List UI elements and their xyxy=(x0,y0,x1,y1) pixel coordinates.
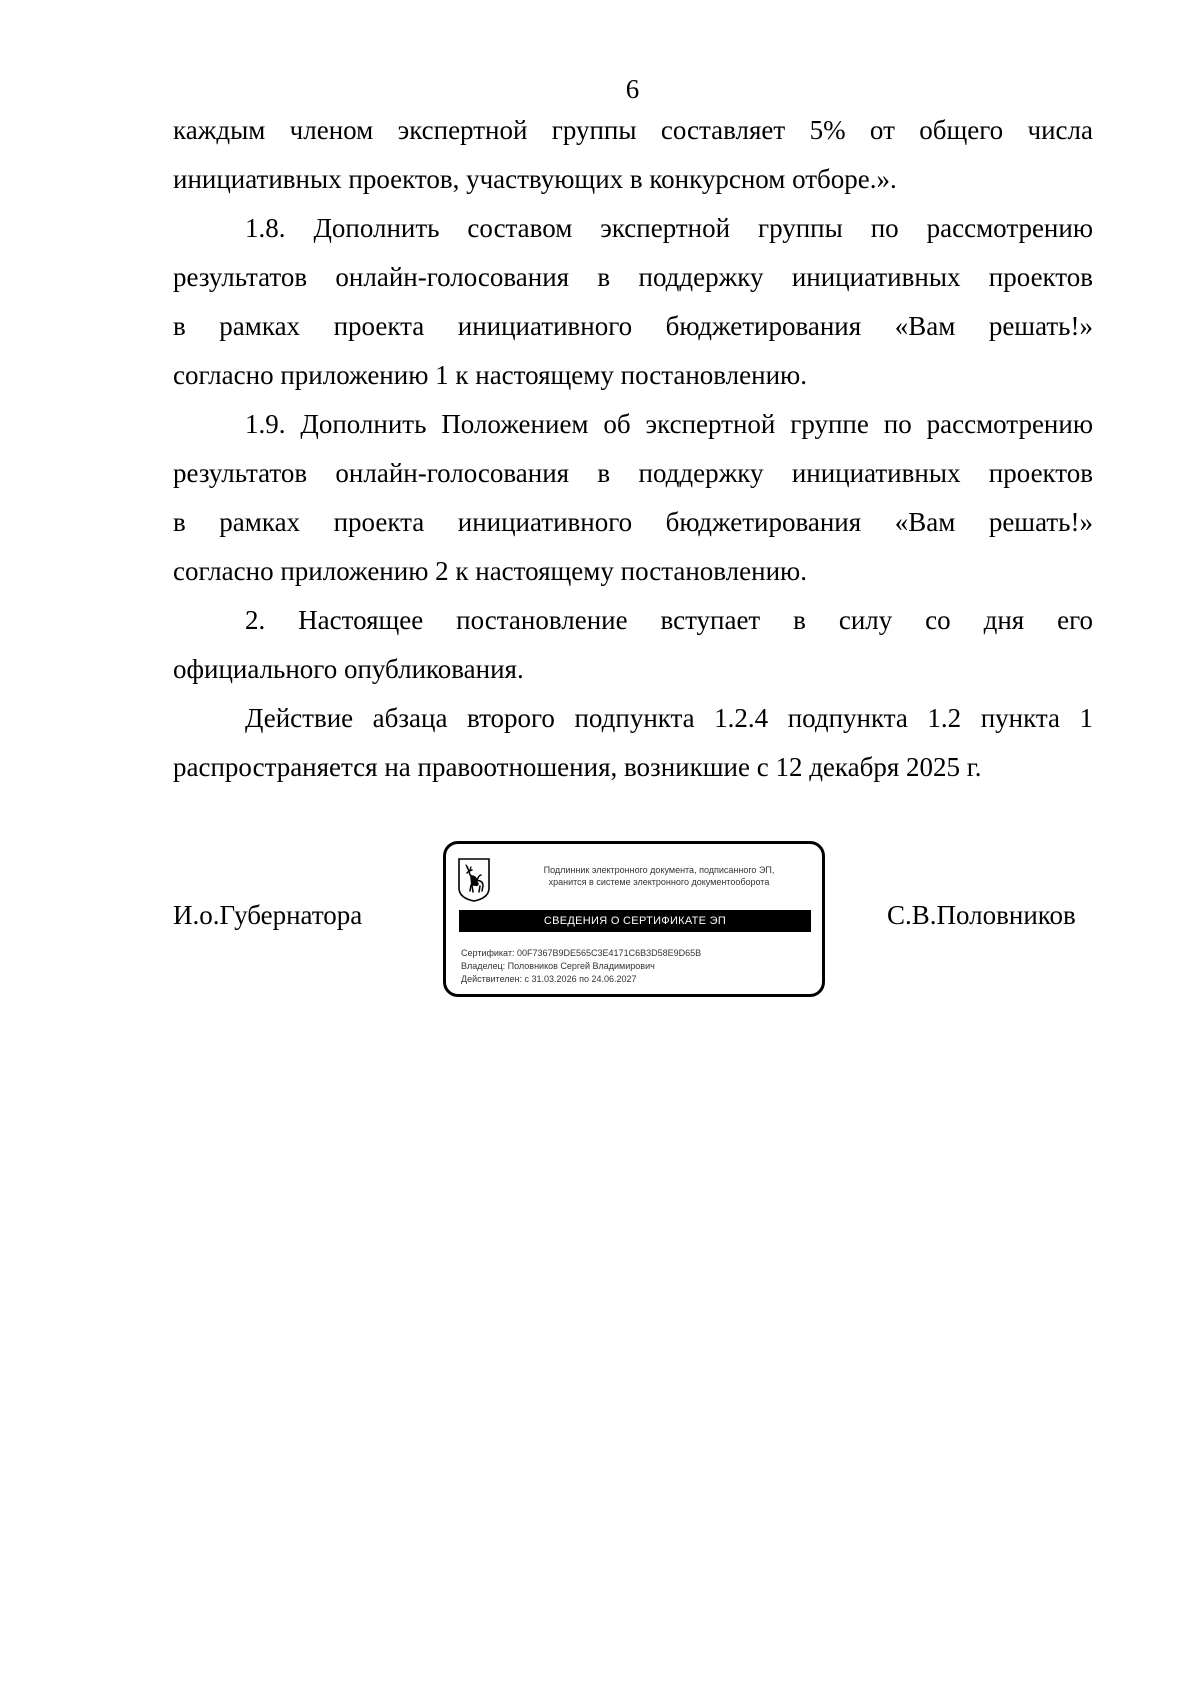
text-line: распространяется на правоотношения, возникшие с 12 декабря 2025 г. xyxy=(173,752,982,782)
text-line: инициативных проектов, участвующих в конкурсном отборе.». xyxy=(173,164,897,194)
electronic-signature-stamp xyxy=(443,841,825,997)
deer-coat-of-arms-icon xyxy=(458,858,490,902)
text-line: результатов онлайн-голосования в поддержку инициативных проектов xyxy=(173,262,1093,292)
page-number: 6 xyxy=(625,74,640,104)
text-line: 1.9. Дополнить Положением об экспертной группе по рассмотрению xyxy=(245,409,1093,439)
stamp-header: СВЕДЕНИЯ О СЕРТИФИКАТЕ ЭП xyxy=(459,910,811,932)
text-line: согласно приложению 1 к настоящему постановлению. xyxy=(173,360,807,390)
certificate-label: Сертификат: xyxy=(461,948,515,958)
owner-row xyxy=(461,960,701,973)
validity-label: Действителен: xyxy=(461,974,523,984)
owner-value: Половников Сергей Владимирович xyxy=(507,961,655,971)
text-line: 1.8. Дополнить составом экспертной группы по рассмотрению xyxy=(245,213,1093,243)
signatory-position: И.о.Губернатора xyxy=(173,900,363,930)
stamp-notice xyxy=(516,864,802,888)
certificate-row xyxy=(461,947,701,960)
certificate-value: 00F7367B9DE565C3E4171C6B3D58E9D65B xyxy=(516,948,702,958)
owner-label: Владелец: xyxy=(461,961,506,971)
paragraph-item-1-8 xyxy=(173,204,1093,400)
stamp-details xyxy=(461,947,701,986)
stamp-notice-line: хранится в системе электронного документооборота xyxy=(548,877,770,887)
text-line: официального опубликования. xyxy=(173,654,524,684)
text-line: согласно приложению 2 к настоящему постановлению. xyxy=(173,556,807,586)
text-line: в рамках проекта инициативного бюджетирования «Вам решать!» xyxy=(173,311,1093,341)
document-body xyxy=(173,106,1093,792)
text-line: Действие абзаца второго подпункта 1.2.4 подпункта 1.2 пункта 1 xyxy=(245,703,1093,733)
text-line: 2. Настоящее постановление вступает в силу со дня его xyxy=(245,605,1093,635)
paragraph-item-2 xyxy=(173,596,1093,694)
paragraph-effective-clause xyxy=(173,694,1093,792)
text-line: в рамках проекта инициативного бюджетирования «Вам решать!» xyxy=(173,507,1093,537)
text-line: каждым членом экспертной группы составляет 5% от общего числа xyxy=(173,115,1093,145)
validity-value: с 31.03.2026 по 24.06.2027 xyxy=(524,974,637,984)
validity-row xyxy=(461,973,701,986)
signatory-name: С.В.Половников xyxy=(887,900,1076,930)
paragraph-item-1-9 xyxy=(173,400,1093,596)
stamp-notice-line: Подлинник электронного документа, подписанного ЭП, xyxy=(543,865,775,875)
paragraph-continuation xyxy=(173,106,1093,204)
text-line: результатов онлайн-голосования в поддержку инициативных проектов xyxy=(173,458,1093,488)
